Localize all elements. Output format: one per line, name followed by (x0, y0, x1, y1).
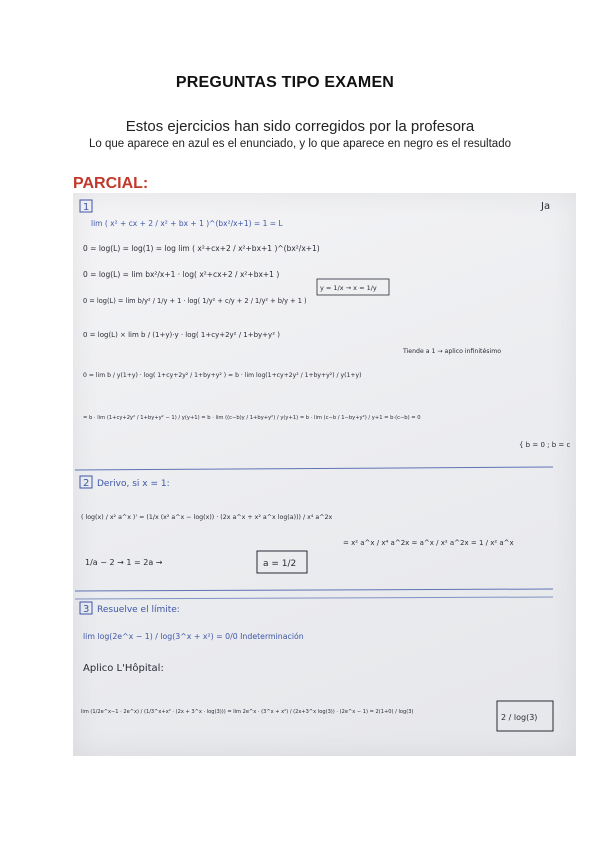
handwritten-solutions-photo (73, 193, 576, 756)
section-heading: PARCIAL: (73, 175, 149, 192)
separator-line (75, 597, 553, 599)
substitution-text: y = 1/x → x = 1/y (320, 284, 377, 292)
ex1-result: { b = 0 ; b = c (519, 441, 571, 449)
ex2-heading: Derivo, si x = 1: (97, 479, 170, 489)
ex1-line-2: 0 = log(L) = log(1) = log lim ( x²+cx+2 / x²+bx+1 )^(bx²/x+1) (83, 244, 320, 253)
ex3-line-3: lim (1/2e^x−1 · 2e^x) / (1/3^x+x² · (2x + 3^x · log(3))) = lim 2e^x · (3^x + x²) / (2x+3^x log(3)) · (2e^x − 1) = 2(1+0) / log(3) (81, 709, 414, 715)
ex1-line-7: = b · lim (1+cy+2y² / 1+by+y² − 1) / y(y+1) = b · lim ((c−b)y / 1+by+y²) / y(y+1) = b · lim (c−b / 1−by+y²) / y+1 = b·(c−b) = 0 (83, 415, 421, 421)
ex1-line-1: lim ( x² + cx + 2 / x² + bx + 1 )^(bx²/x+1) = 1 = L (91, 219, 283, 228)
ex2-line-1: ( log(x) / x² a^x )' = (1/x (x² a^x − log(x)) · (2x a^x + x² a^x log(a))) / x⁴ a^2x (81, 514, 333, 521)
margin-text: Ja (541, 201, 551, 212)
page-subtitle: Estos ejercicios han sido corregidos por la profesora (125, 118, 475, 135)
ex1-line-3: 0 = log(L) = lim bx²/x+1 · log( x²+cx+2 / x²+bx+1 ) (83, 270, 280, 279)
exercise-2-number: 2 (83, 478, 90, 489)
ex2-result: a = 1/2 (263, 559, 297, 569)
separator-line (75, 467, 553, 470)
separator-line (75, 589, 553, 591)
page-title: PREGUNTAS TIPO EXAMEN (175, 74, 395, 91)
ex1-annotation: Tiende a 1 → aplico infinitésimo (403, 348, 502, 355)
ex3-line-1: lim log(2e^x − 1) / log(3^x + x²) = 0/0 Indeterminación (83, 632, 304, 641)
ex3-line-2: Aplico L'Hôpital: (83, 663, 164, 674)
ex3-heading: Resuelve el límite: (97, 605, 180, 615)
ex2-line-2: = x² a^x / x⁴ a^2x = a^x / x² a^2x = 1 / x² a^x (343, 539, 514, 547)
exercise-1-number: 1 (83, 202, 90, 213)
ex1-line-6: 0 = lim b / y(1+y) · log( 1+cy+2y² / 1+by+y² ) = b · lim log(1+cy+2y² / 1+by+y²) / y(1+y) (83, 372, 362, 379)
ex1-line-4: 0 = log(L) = lim b/y² / 1/y + 1 · log( 1/y² + c/y + 2 / 1/y² + b/y + 1 ) (83, 297, 307, 305)
ex1-line-5: 0 = log(L) × lim b / (1+y)·y · log( 1+cy+2y² / 1+by+y² ) (83, 331, 280, 339)
ex2-line-3: 1/a − 2 → 1 = 2a → (85, 558, 163, 567)
exercise-3-number: 3 (83, 604, 90, 615)
ex3-result: 2 / log(3) (501, 713, 538, 722)
color-legend-note: Lo que aparece en azul es el enunciado, y lo que aparece en negro es el resultado (89, 138, 511, 150)
